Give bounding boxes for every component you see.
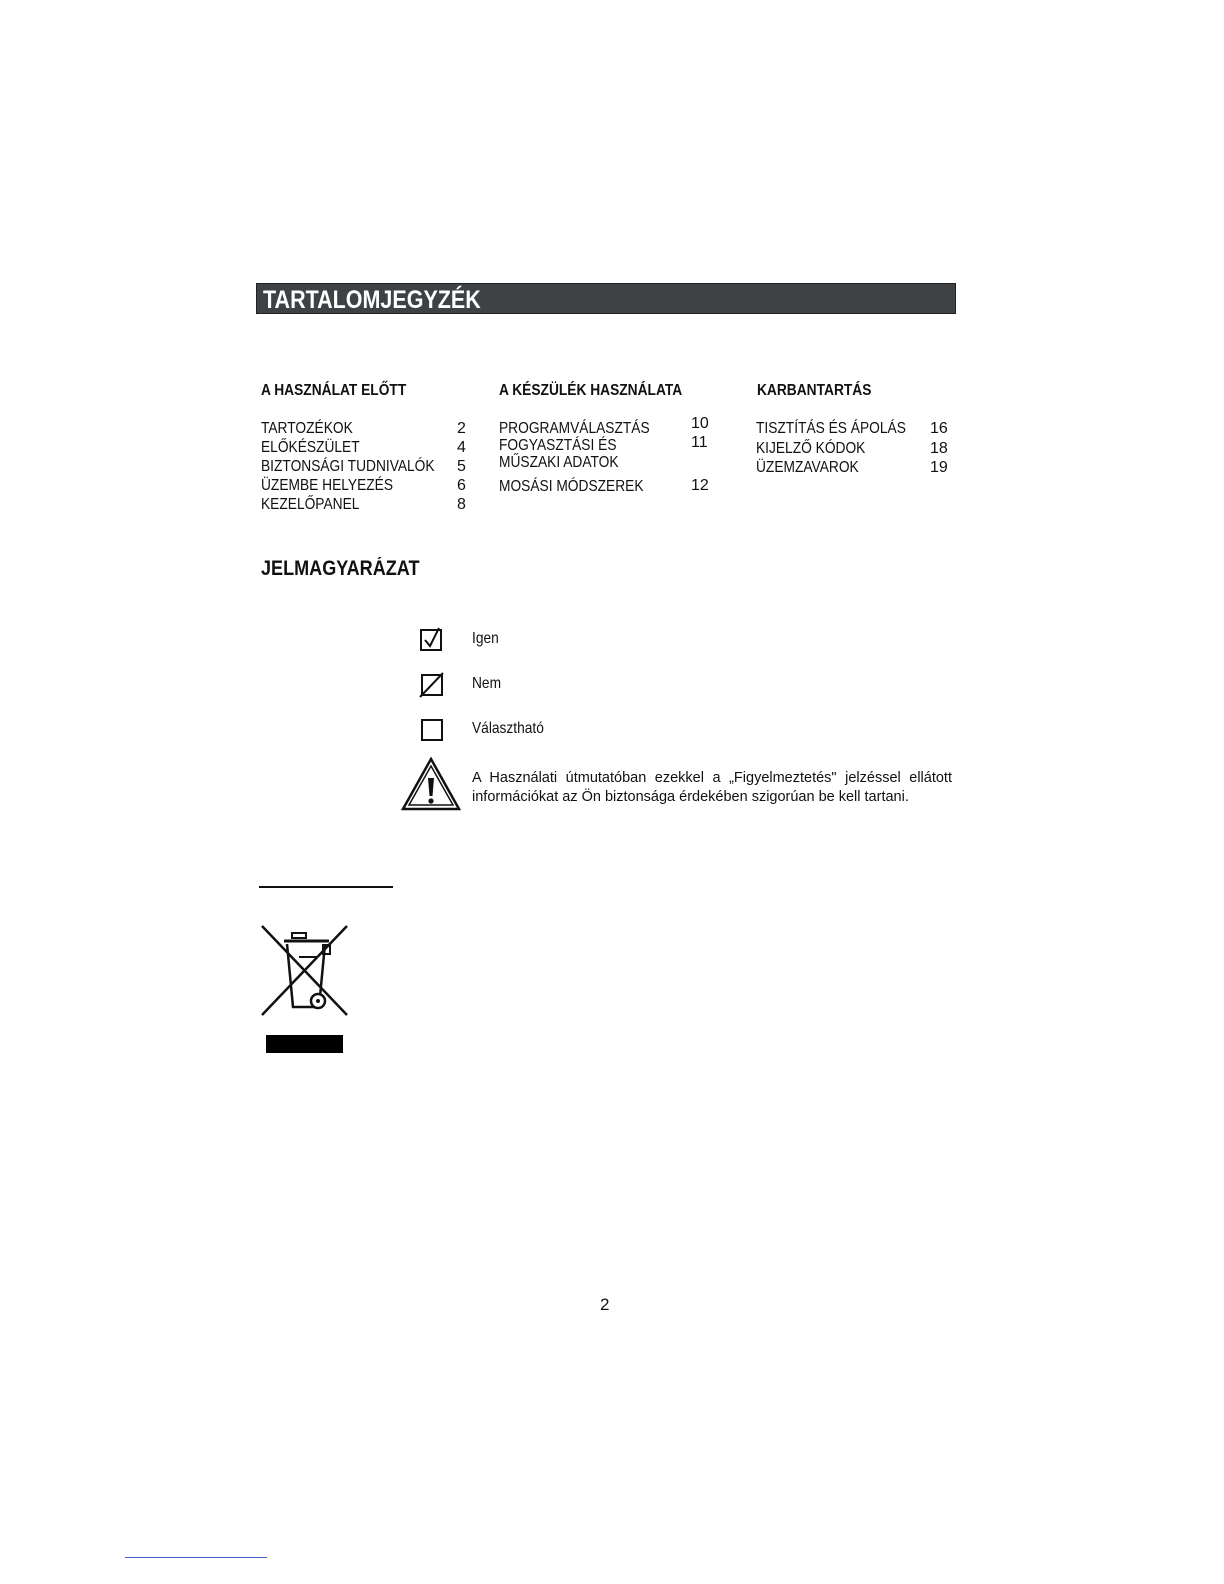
- toc-page-number: 2: [457, 420, 466, 437]
- toc-heading-using-appliance: A KÉSZÜLÉK HASZNÁLATA: [499, 382, 683, 399]
- footnote-line: [125, 1557, 267, 1558]
- section-divider: [259, 886, 393, 888]
- toc-heading-maintenance: KARBANTARTÁS: [757, 382, 872, 399]
- crossed-box-icon: [419, 672, 445, 698]
- toc-item-cleaning[interactable]: TISZTÍTÁS ÉS ÁPOLÁS: [756, 420, 906, 437]
- page-title: TARTALOMJEGYZÉK: [263, 286, 481, 314]
- toc-item-preparation[interactable]: ELŐKÉSZÜLET: [261, 439, 360, 456]
- checked-box-icon: [419, 626, 445, 652]
- toc-page-number: 6: [457, 477, 466, 494]
- legend-label-no: Nem: [472, 675, 502, 692]
- page-number: 2: [600, 1295, 610, 1314]
- toc-item-washing-methods[interactable]: MOSÁSI MÓDSZEREK: [499, 478, 644, 495]
- weee-black-bar: [266, 1035, 343, 1053]
- toc-item-control-panel[interactable]: KEZELŐPANEL: [261, 496, 360, 513]
- toc-page-number: 16: [930, 420, 948, 437]
- toc-page-number: 19: [930, 459, 948, 476]
- toc-item-consumption-data[interactable]: FOGYASZTÁSI ÉS MŰSZAKI ADATOK: [499, 437, 619, 471]
- toc-item-program-selection[interactable]: PROGRAMVÁLASZTÁS: [499, 420, 650, 437]
- toc-page-number: 5: [457, 458, 466, 475]
- toc-page-number: 12: [691, 477, 709, 494]
- legend-label-optional: Választható: [472, 720, 544, 737]
- toc-page-number: 11: [691, 434, 708, 451]
- crossed-out-wheelie-bin-icon: [259, 923, 351, 1019]
- toc-page-number: 10: [691, 415, 709, 432]
- toc-page-number: 4: [457, 439, 466, 456]
- toc-item-accessories[interactable]: TARTOZÉKOK: [261, 420, 353, 437]
- warning-text: A Használati útmutatóban ezekkel a „Figyelmeztetés" jelzéssel ellátott információkat az Ön biztonsága érdekében szigorúan be kell tartani.: [472, 770, 952, 805]
- toc-item-display-codes[interactable]: KIJELZŐ KÓDOK: [756, 440, 866, 457]
- toc-item-troubleshooting[interactable]: ÜZEMZAVAROK: [756, 459, 859, 476]
- empty-box-icon: [419, 717, 445, 743]
- toc-item-installation[interactable]: ÜZEMBE HELYEZÉS: [261, 477, 394, 494]
- toc-page-number: 8: [457, 496, 466, 513]
- toc-heading-before-use: A HASZNÁLAT ELŐTT: [261, 382, 407, 399]
- legend-label-yes: Igen: [472, 630, 499, 647]
- legend-title: JELMAGYARÁZAT: [261, 557, 420, 580]
- toc-page-number: 18: [930, 440, 948, 457]
- title-bar: [256, 283, 956, 314]
- toc-item-safety[interactable]: BIZTONSÁGI TUDNIVALÓK: [261, 458, 435, 475]
- warning-triangle-icon: [400, 756, 462, 812]
